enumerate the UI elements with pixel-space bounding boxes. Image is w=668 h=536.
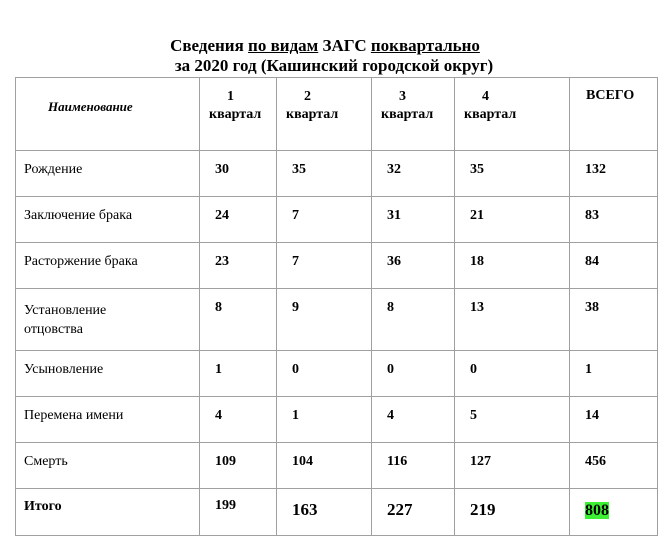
cell-q1: 4 — [200, 397, 277, 443]
row-label-line-2: отцовства — [24, 322, 83, 337]
header-quarter-4-num: 4 — [482, 89, 489, 104]
totals-q3: 227 — [372, 489, 455, 536]
cell-q4: 18 — [455, 243, 570, 289]
title-middle: ЗАГС — [318, 36, 371, 55]
header-total: ВСЕГО — [570, 78, 658, 151]
title-underlined-by-type: по видам — [248, 36, 319, 55]
header-quarter-2 — [277, 78, 372, 151]
cell-total: 456 — [570, 443, 658, 489]
cell-total: 132 — [570, 151, 658, 197]
cell-q3: 116 — [372, 443, 455, 489]
row-label: Расторжение брака — [16, 243, 200, 289]
cell-q1: 109 — [200, 443, 277, 489]
table-row-birth — [16, 151, 658, 197]
cell-q4: 127 — [455, 443, 570, 489]
table-row-adoption — [16, 351, 658, 397]
cell-total: 1 — [570, 351, 658, 397]
totals-q1: 199 — [200, 489, 277, 536]
cell-q2: 1 — [277, 397, 372, 443]
title-underlined-quarterly: поквартально — [370, 36, 480, 55]
header-quarter-4-word: квартал — [464, 107, 517, 122]
cell-q1: 30 — [200, 151, 277, 197]
cell-q2: 104 — [277, 443, 372, 489]
cell-q3: 0 — [372, 351, 455, 397]
header-quarter-4 — [455, 78, 570, 151]
cell-q2: 7 — [277, 197, 372, 243]
cell-q2: 7 — [277, 243, 372, 289]
cell-q2: 35 — [277, 151, 372, 197]
cell-q2: 9 — [277, 289, 372, 351]
cell-q4: 0 — [455, 351, 570, 397]
header-quarter-1-word: квартал — [209, 107, 262, 122]
table-row-name-change — [16, 397, 658, 443]
cell-q1: 23 — [200, 243, 277, 289]
row-label-line-1: Установление — [24, 303, 107, 318]
cell-q3: 36 — [372, 243, 455, 289]
cell-total: 38 — [570, 289, 658, 351]
header-quarter-3 — [372, 78, 455, 151]
cell-total: 14 — [570, 397, 658, 443]
cell-total: 83 — [570, 197, 658, 243]
table-row-marriage — [16, 197, 658, 243]
table-row-paternity — [16, 289, 658, 351]
row-label: Усыновление — [16, 351, 200, 397]
header-quarter-3-word: квартал — [381, 107, 434, 122]
header-name: Наименование — [16, 78, 200, 151]
cell-q3: 8 — [372, 289, 455, 351]
row-label: Заключение брака — [16, 197, 200, 243]
cell-q4: 13 — [455, 289, 570, 351]
title-line-2: за 2020 год (Кашинский городской округ) — [174, 56, 494, 75]
cell-q3: 4 — [372, 397, 455, 443]
table-row-totals — [16, 489, 658, 536]
totals-q2: 163 — [277, 489, 372, 536]
totals-q4: 219 — [455, 489, 570, 536]
header-quarter-1-num: 1 — [227, 89, 234, 104]
cell-q1: 1 — [200, 351, 277, 397]
cell-q4: 5 — [455, 397, 570, 443]
page-title — [0, 36, 668, 76]
row-label: Рождение — [16, 151, 200, 197]
cell-q1: 24 — [200, 197, 277, 243]
cell-q4: 21 — [455, 197, 570, 243]
title-prefix: Сведения — [170, 36, 249, 55]
table-row-divorce — [16, 243, 658, 289]
registry-stats-table — [15, 77, 658, 536]
cell-q3: 32 — [372, 151, 455, 197]
header-quarter-3-num: 3 — [399, 89, 406, 104]
totals-grand — [570, 489, 658, 536]
cell-q4: 35 — [455, 151, 570, 197]
totals-label: Итого — [16, 489, 200, 536]
table-header-row — [16, 78, 658, 151]
cell-total: 84 — [570, 243, 658, 289]
header-quarter-1 — [200, 78, 277, 151]
title-line-1 — [0, 36, 668, 56]
header-quarter-2-word: квартал — [286, 107, 339, 122]
cell-q1: 8 — [200, 289, 277, 351]
grand-total-highlight: 808 — [585, 502, 609, 519]
cell-q2: 0 — [277, 351, 372, 397]
row-label: Смерть — [16, 443, 200, 489]
table-row-death — [16, 443, 658, 489]
row-label: Перемена имени — [16, 397, 200, 443]
header-quarter-2-num: 2 — [304, 89, 311, 104]
cell-q3: 31 — [372, 197, 455, 243]
row-label — [16, 289, 200, 351]
